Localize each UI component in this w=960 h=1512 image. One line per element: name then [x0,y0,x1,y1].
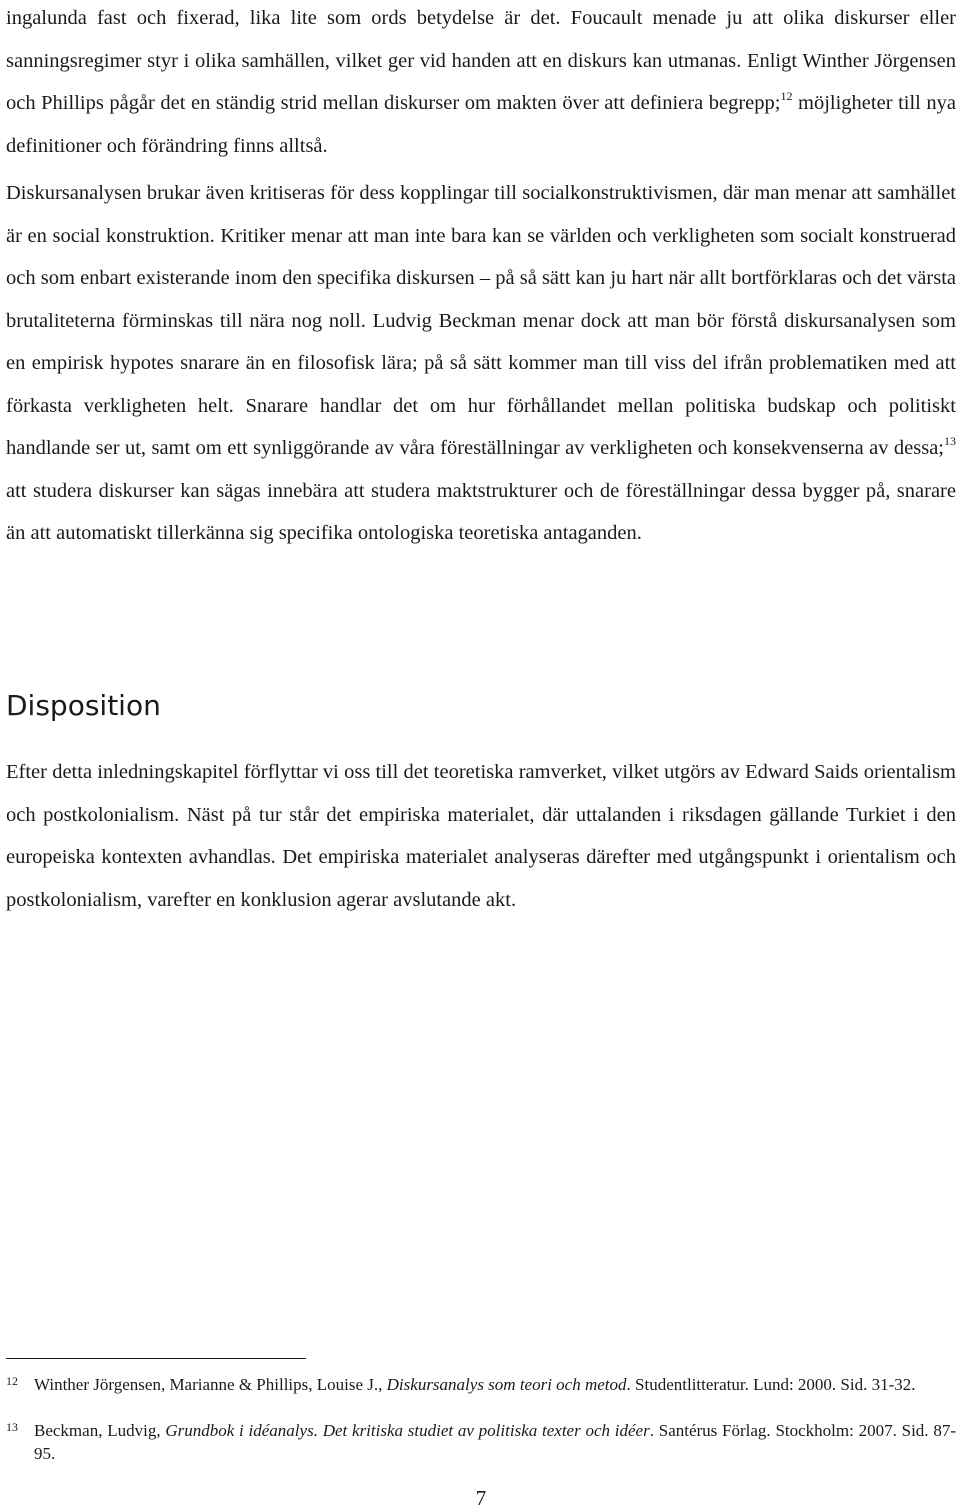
paragraph-text: att studera diskurser kan sägas innebära att studera maktstrukturer och de föreställningar dessa bygger på, snarare än att automatiskt tillerkänna sig specifika ontologiska teoretiska antaganden. [6,479,956,544]
footnote-author: Winther Jörgensen, Marianne & Phillips, Louise J., [34,1375,387,1394]
footnote-13 [6,1419,956,1465]
footnote-12 [6,1373,956,1396]
paragraph-text: möjligheter till nya definitioner och förändring finns alltså. [6,92,956,157]
body-paragraph-3: Efter detta inledningskapitel förflyttar vi oss till det teoretiska ramverket, vilket utgörs av Edward Saids orientalism och postkolonialism. Näst på tur står det empiriska materialet, där uttalanden i riksdagen gällande Turkiet i den europeiska kontexten avhandlas. Det empiriska materialet analyseras därefter med utgångspunkt i orientalism och postkolonialism, varefter en konklusion agerar avslutande akt. [6,761,956,911]
section-heading: Disposition [6,689,161,722]
footnote-title: Grundbok i idéanalys. Det kritiska studiet av politiska texter och idéer [165,1421,650,1440]
body-paragraph-2 [6,172,956,555]
footnote-title: Diskursanalys som teori och metod [386,1375,627,1394]
page-number: 7 [475,1486,487,1510]
paragraph-text: Diskursanalysen brukar även kritiseras för dess kopplingar till socialkonstruktivismen, där man menar att samhället är en social konstruktion. Kritiker menar att man inte bara kan se världen och verkligheten som socialt konstruerad och som enbart existerande inom den specifika diskursen – på så sätt kan ju hart när allt bortförklaras och det värsta brutaliteterna förminskas till nära nog noll. Ludvig Beckman menar dock att man bör förstå diskursanalysen som en empirisk hypotes snarare än en filosofisk lära; på så sätt kommer man till viss del ifrån problematiken med att förkasta verkligheten helt. Snarare handlar det om hur förhållandet mellan politiska budskap och politiskt handlande ser ut, samt om ett synliggörande av våra föreställningar av verkligheten och konsekvenserna av dessa; [6,182,956,459]
footnote-number: 12 [6,1374,18,1388]
footnote-publication: . Studentlitteratur. Lund: 2000. Sid. 31-32. [626,1375,916,1394]
footnote-text [34,1419,956,1465]
paragraph-text: ingalunda fast och fixerad, lika lite som ords betydelse är det. Foucault menade ju att olika diskurser eller sanningsregimer styr i olika samhällen, vilket ger vid handen att en diskurs kan utmanas. Enligt Winther Jörgensen och Phillips pågår det en ständig strid mellan diskurser om makten över att definiera begrepp; [6,7,956,114]
body-paragraph-1 [6,0,956,167]
footnote-reference-13[interactable]: 13 [944,434,956,448]
footnote-publication: . Santérus Förlag. Stockholm: 2007. Sid. 87-95. [34,1421,956,1463]
footnote-text [34,1373,956,1396]
footnote-number: 13 [6,1420,18,1434]
footnote-reference-12[interactable]: 12 [780,89,793,103]
footnote-author: Beckman, Ludvig, [34,1421,166,1440]
footnote-separator [6,1358,306,1359]
